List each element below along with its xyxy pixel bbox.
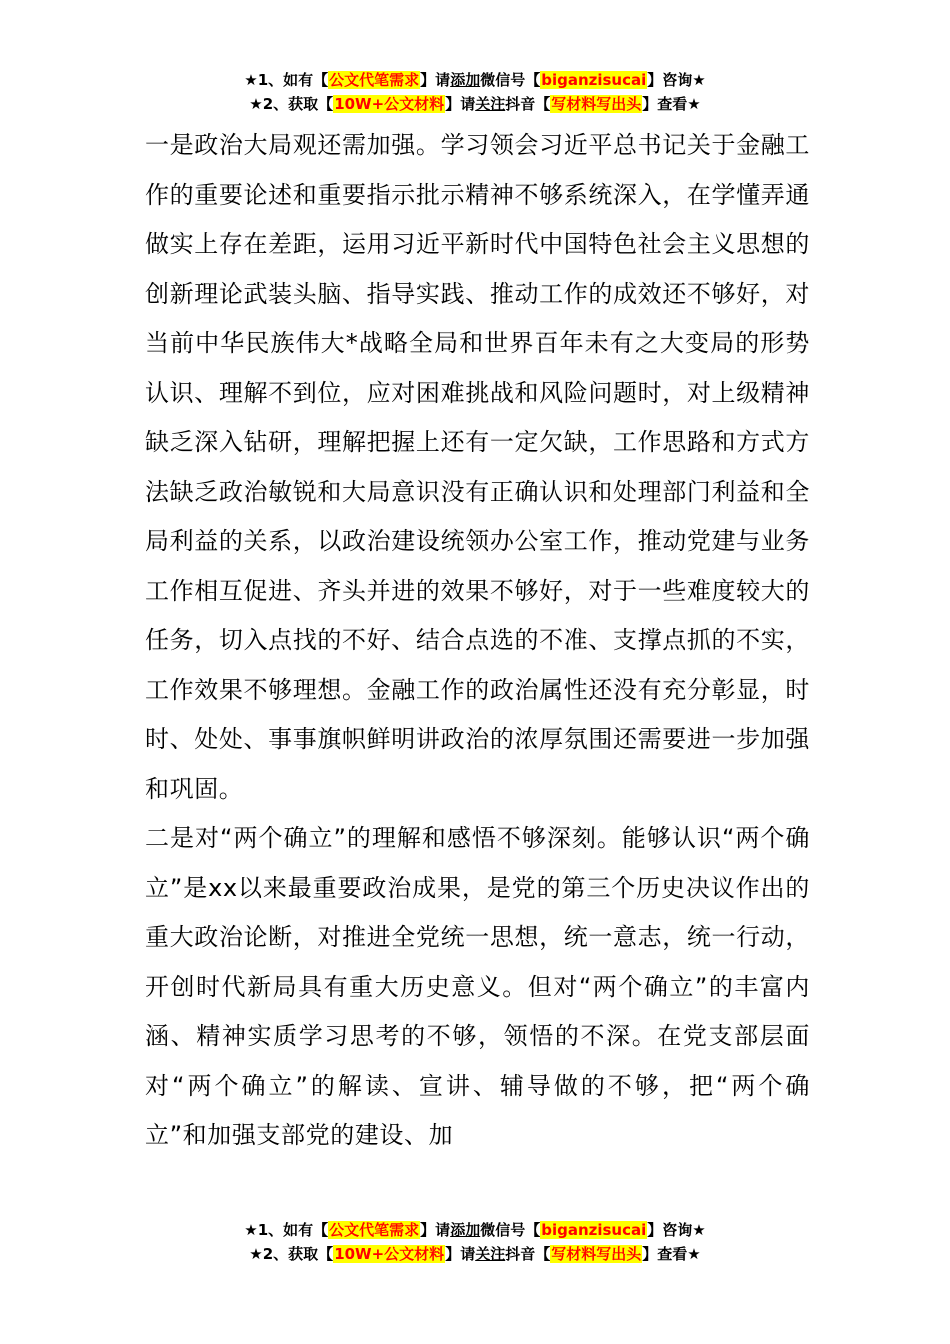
promo-text: ★2、获取【 xyxy=(249,95,334,113)
promo-text: 抖音【 xyxy=(505,95,551,113)
promo-highlight: 10W+公文材料 xyxy=(334,1245,445,1263)
promo-text: ★1、如有【 xyxy=(244,71,329,89)
promo-text: 】请 xyxy=(445,1245,476,1263)
promo-line-1 xyxy=(0,1218,950,1242)
promo-underline-text: 关注 xyxy=(475,1245,506,1263)
promo-text: 】请 xyxy=(420,71,451,89)
promo-text: 】查看★ xyxy=(642,95,701,113)
promo-banner-bottom xyxy=(0,1218,950,1266)
promo-text: 微信号【 xyxy=(480,1221,541,1239)
promo-text: 】咨询★ xyxy=(647,71,706,89)
promo-underline-text: 添加 xyxy=(450,71,481,89)
promo-banner-top xyxy=(0,68,950,116)
promo-text: 】查看★ xyxy=(642,1245,701,1263)
promo-text: ★1、如有【 xyxy=(244,1221,329,1239)
paragraph-1: 一是政治大局观还需加强。学习领会习近平总书记关于金融工作的重要论述和重要指示批示精神不够系统深入，在学懂弄通做实上存在差距，运用习近平新时代中国特色社会主义思想的创新理论武装头脑、指导实践、推动工作的成效还不够好，对当前中华民族伟大*战略全局和世界百年未有之大变局的形势认识、理解不到位，应对困难挑战和风险问题时，对上级精神缺乏深入钻研，理解把握上还有一定欠缺，工作思路和方式方法缺乏政治敏锐和大局意识没有正确认识和处理部门利益和全局利益的关系，以政治建设统领办公室工作，推动党建与业务工作相互促进、齐头并进的效果不够好，对于一些难度较大的任务，切入点找的不好、结合点选的不准、支撑点抓的不实，工作效果不够理想。金融工作的政治属性还没有充分彰显，时时、处处、事事旗帜鲜明讲政治的浓厚氛围还需要进一步加强和巩固。 xyxy=(145,131,810,803)
promo-text: 】咨询★ xyxy=(647,1221,706,1239)
promo-line-2 xyxy=(0,1242,950,1266)
promo-text: 】请 xyxy=(420,1221,451,1239)
promo-highlight: biganzisucai xyxy=(541,71,647,89)
promo-highlight: 公文代笔需求 xyxy=(329,1221,420,1239)
promo-highlight: 写材料写出头 xyxy=(551,95,642,113)
paragraph-2: 二是对“两个确立”的理解和感悟不够深刻。能够认识“两个确立”是xx以来最重要政治成果，是党的第三个历史决议作出的重大政治论断，对推进全党统一思想，统一意志，统一行动，开创时代新局具有重大历史意义。但对“两个确立”的丰富内涵、精神实质学习思考的不够，领悟的不深。在党支部层面对“两个确立”的解读、宣讲、辅导做的不够，把“两个确立”和加强支部党的建设、加 xyxy=(145,824,810,1149)
promo-line-1 xyxy=(0,68,950,92)
promo-text: 】请 xyxy=(445,95,476,113)
document-body xyxy=(145,121,810,1161)
promo-line-2 xyxy=(0,92,950,116)
promo-underline-text: 关注 xyxy=(475,95,506,113)
promo-highlight: 公文代笔需求 xyxy=(329,71,420,89)
promo-highlight: biganzisucai xyxy=(541,1221,647,1239)
promo-text: 抖音【 xyxy=(505,1245,551,1263)
promo-highlight: 10W+公文材料 xyxy=(334,95,445,113)
promo-highlight: 写材料写出头 xyxy=(551,1245,642,1263)
promo-underline-text: 添加 xyxy=(450,1221,481,1239)
promo-text: 微信号【 xyxy=(480,71,541,89)
promo-text: ★2、获取【 xyxy=(249,1245,334,1263)
